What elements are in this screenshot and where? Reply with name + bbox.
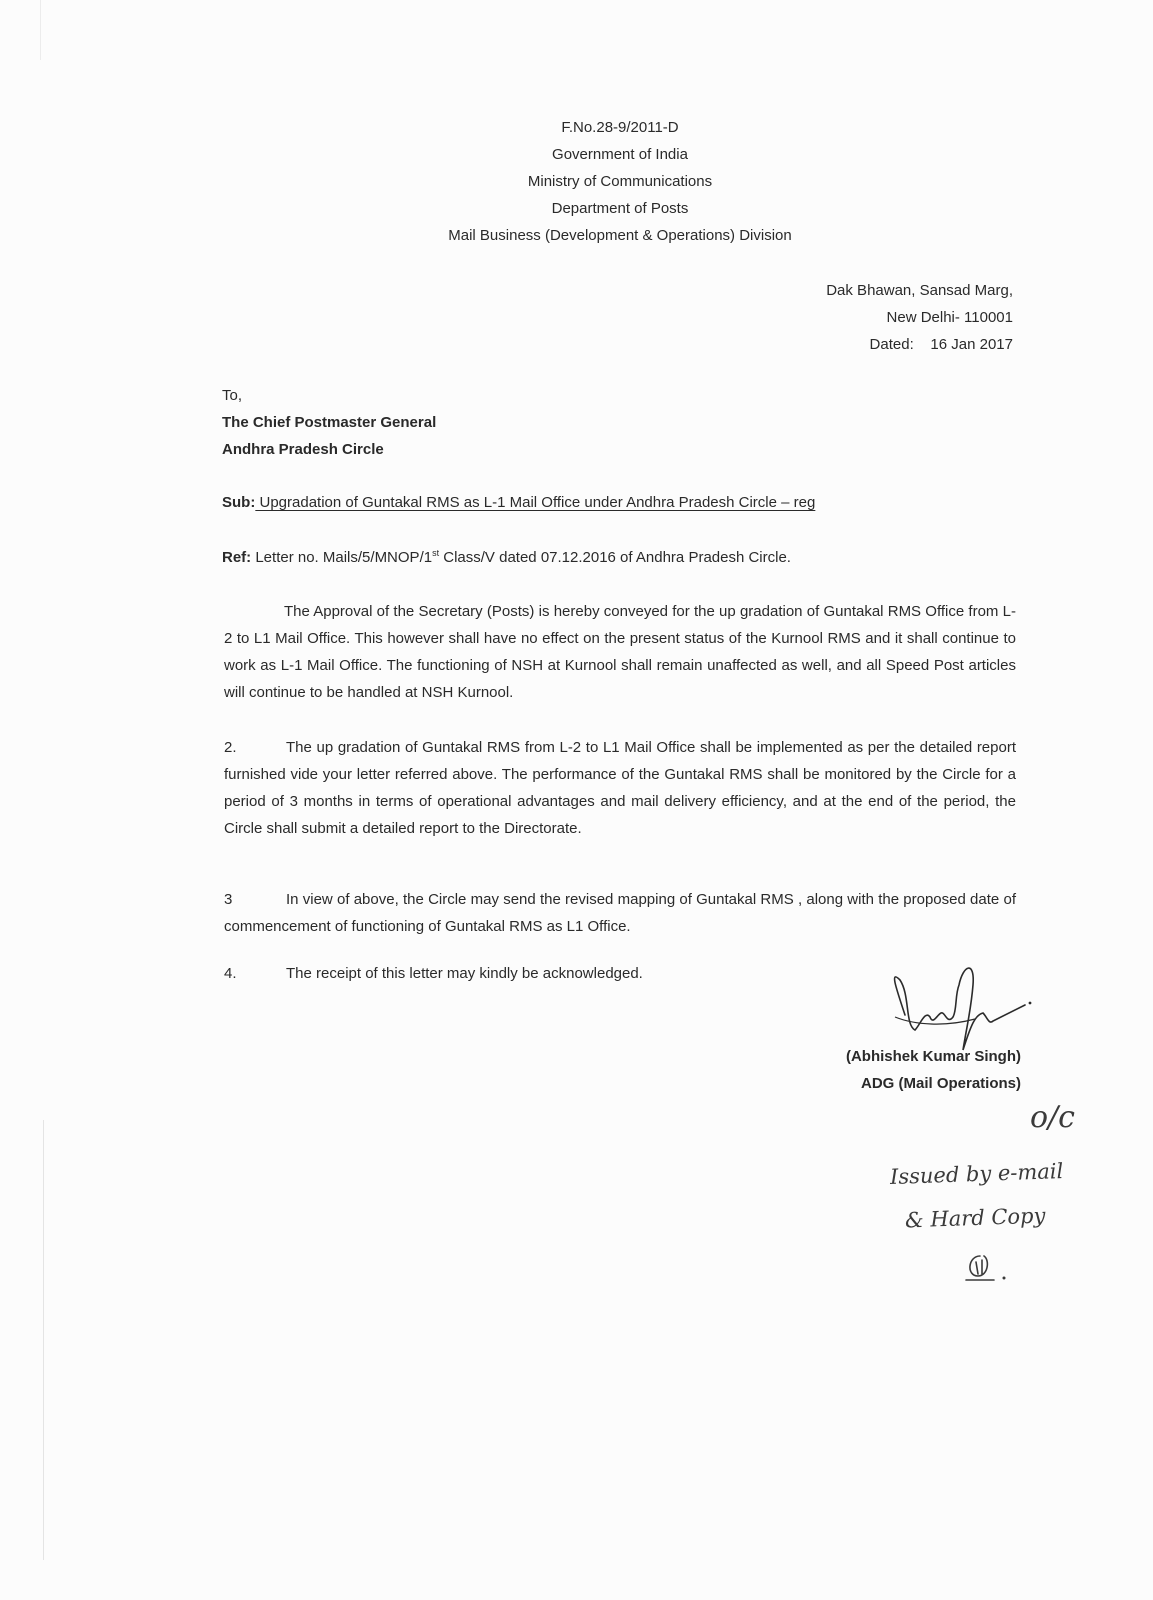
government-name: Government of India [552, 146, 688, 163]
date-value: 16 Jan 2017 [930, 336, 1013, 353]
signatory-name: (Abhishek Kumar Singh) [845, 1048, 1021, 1065]
paragraph-2-number: 2. [224, 739, 237, 756]
handwritten-hard-copy-line: & Hard Copy [904, 1203, 1046, 1233]
paragraph-2-text: The up gradation of Guntakal RMS from L-2 to L1 Mail Office shall be implemented as per the detailed report furnished vide your letter referred above. The performance of the Guntakal RMS shall be monitored by the Circle for a period of 3 months in terms of operational advantages and mail delivery efficiency, and at the end of the period, the Circle shall submit a detailed report to the Directorate. [224, 739, 1016, 837]
handwritten-initial-mark [960, 1248, 1020, 1288]
handwritten-issued-line: Issued by e-mail [889, 1158, 1064, 1190]
paragraph-3 [224, 886, 1016, 940]
paragraph-2 [224, 734, 1016, 842]
file-number: F.No.28-9/2011-D [561, 119, 679, 136]
subject-text: Upgradation of Guntakal RMS as L-1 Mail Office under Andhra Pradesh Circle – reg [255, 494, 816, 511]
location-line-1: Dak Bhawan, Sansad Marg, [826, 282, 1013, 299]
paragraph-3-text: In view of above, the Circle may send the revised mapping of Guntakal RMS , along with the proposed date of commencement of functioning of Guntakal RMS as L1 Office. [224, 891, 1016, 935]
date-label: Dated: [869, 336, 914, 353]
addressee-designation: The Chief Postmaster General [222, 414, 437, 431]
addressee-block [222, 382, 436, 463]
division-name: Mail Business (Development & Operations) Division [448, 227, 792, 244]
signatory-designation: ADG (Mail Operations) [860, 1075, 1021, 1092]
paragraph-4-text: The receipt of this letter may kindly be acknowledged. [286, 965, 643, 982]
ministry-name: Ministry of Communications [527, 173, 713, 190]
letter-location-block [826, 277, 1013, 358]
scan-edge-line [43, 1120, 44, 1560]
scan-edge-top [40, 0, 41, 60]
paragraph-1-text: The Approval of the Secretary (Posts) is hereby conveyed for the up gradation of Guntakal RMS Office from L-2 to L1 Mail Office. This however shall have no effect on the present status of the Kurnool RMS and it shall continue to work as L-1 Mail Office. The functioning of NSH at Kurnool shall remain unaffected as well, and all Speed Post articles will continue to be handled at NSH Kurnool. [224, 603, 1016, 701]
letter-date [826, 331, 1013, 358]
department-name: Department of Posts [551, 200, 689, 217]
paragraph-1 [224, 598, 1016, 706]
addressee-to: To, [222, 387, 243, 404]
reference-line [222, 548, 791, 566]
reference-text-2: Class/V dated 07.12.2016 of Andhra Pradesh Circle. [439, 549, 791, 566]
location-line-2: New Delhi- 110001 [886, 309, 1013, 326]
signatory-block [846, 1043, 1021, 1097]
handwritten-oc: o/c [1030, 1100, 1075, 1135]
paragraph-3-number: 3 [224, 891, 233, 908]
addressee-circle: Andhra Pradesh Circle [222, 441, 384, 458]
reference-text-1: Letter no. Mails/5/MNOP/1 [251, 549, 433, 566]
paragraph-4-number: 4. [224, 965, 237, 982]
reference-superscript: st [432, 548, 440, 558]
letter-header [300, 114, 940, 249]
subject-line [222, 494, 815, 511]
subject-label: Sub: [222, 494, 256, 511]
reference-label: Ref: [222, 549, 252, 566]
